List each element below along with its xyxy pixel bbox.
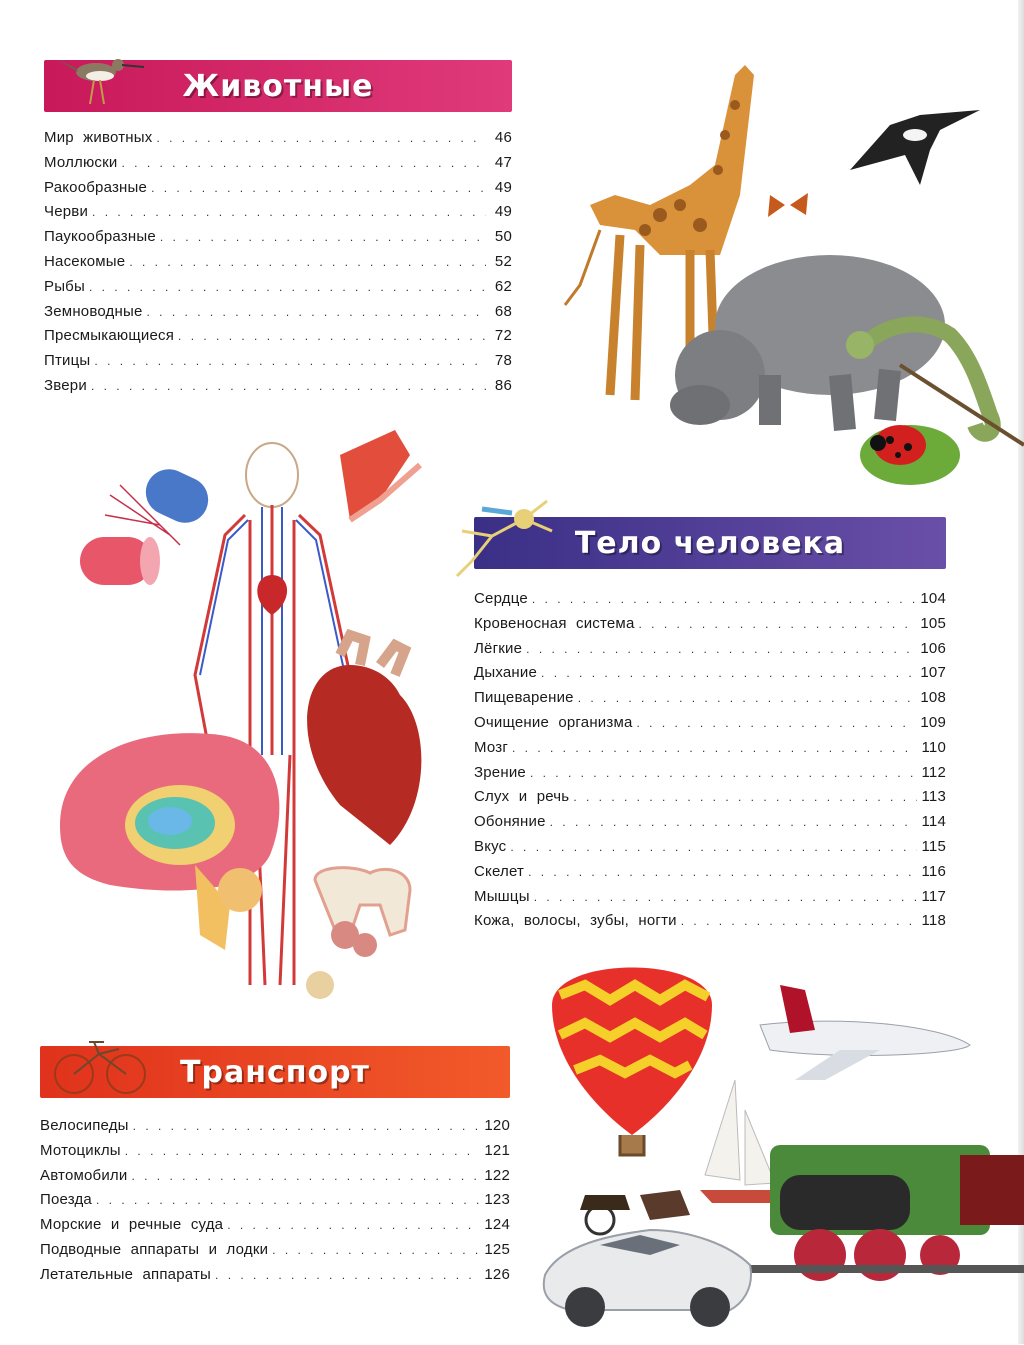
toc-entry-title: Пресмыкающиеся xyxy=(44,327,175,345)
toc-list-animals xyxy=(44,126,512,399)
section-banner-transport xyxy=(40,1046,510,1098)
toc-entry-title: Подводные аппараты и лодки xyxy=(40,1240,269,1258)
dot-leader xyxy=(639,612,917,637)
blood-vessel-icon xyxy=(80,462,216,585)
section-title-animals: Животные xyxy=(182,68,374,104)
toc-entry-title: Обоняние xyxy=(474,813,546,831)
toc-entry-title: Ракообразные xyxy=(44,178,148,196)
toc-entry-title: Скелет xyxy=(474,862,525,880)
toc-entry[interactable] xyxy=(44,151,512,176)
section-transport xyxy=(40,1046,510,1288)
toc-entry[interactable] xyxy=(44,300,512,325)
section-banner-animals xyxy=(44,60,512,112)
toc-entry[interactable] xyxy=(474,835,946,860)
toc-entry-page-number: 114 xyxy=(921,813,946,831)
butterfly-icon xyxy=(768,193,808,217)
toc-entry-page-number: 46 xyxy=(494,129,512,146)
toc-entry[interactable] xyxy=(474,661,946,686)
toc-entry-title: Черви xyxy=(44,203,89,221)
toc-entry-page-number: 50 xyxy=(494,228,512,246)
toc-entry-page-number: 125 xyxy=(484,1240,510,1258)
section-animals xyxy=(44,60,512,399)
toc-entry-page-number: 106 xyxy=(920,639,946,657)
toc-entry-page-number: 107 xyxy=(920,664,946,682)
toc-entry-page-number: 52 xyxy=(494,252,512,270)
dot-leader xyxy=(151,176,486,201)
car-icon xyxy=(544,1230,751,1327)
toc-entry-title: Насекомые xyxy=(44,252,126,270)
toc-entry-title: Моллюски xyxy=(44,153,118,171)
toc-entry[interactable] xyxy=(44,176,512,201)
dot-leader xyxy=(94,349,486,374)
dot-leader xyxy=(129,250,486,275)
toc-entry-page-number: 122 xyxy=(484,1166,510,1184)
toc-entry[interactable] xyxy=(474,736,946,761)
dot-leader xyxy=(215,1263,480,1288)
dot-leader xyxy=(227,1213,480,1238)
toc-entry-title: Очищение организма xyxy=(474,713,633,731)
toc-entry-title: Слух и речь xyxy=(474,788,570,806)
dot-leader xyxy=(147,300,486,325)
toc-entry[interactable] xyxy=(40,1213,510,1238)
toc-entry-page-number: 49 xyxy=(494,178,512,196)
toc-entry-title: Пищеварение xyxy=(474,689,574,707)
dot-leader xyxy=(573,785,917,810)
dot-leader xyxy=(528,860,917,885)
toc-entry-title: Лёгкие xyxy=(474,639,523,657)
toc-entry[interactable] xyxy=(44,324,512,349)
dot-leader xyxy=(550,810,918,835)
toc-entry[interactable] xyxy=(40,1114,510,1139)
toc-entry-title: Зрение xyxy=(474,763,526,781)
toc-entry-title: Земноводные xyxy=(44,302,143,320)
toc-entry[interactable] xyxy=(474,860,946,885)
toc-entry-page-number: 68 xyxy=(494,302,512,320)
toc-entry[interactable] xyxy=(474,909,946,934)
hot-air-balloon-icon xyxy=(552,968,712,1156)
toc-entry[interactable] xyxy=(44,225,512,250)
human-body-illustration xyxy=(50,425,450,1015)
dot-leader xyxy=(637,711,917,736)
dot-leader xyxy=(91,374,486,399)
dot-leader xyxy=(578,686,917,711)
bicycle-icon xyxy=(44,1034,154,1102)
section-title-transport: Транспорт xyxy=(180,1054,370,1090)
neuron-cluster-icon xyxy=(306,921,377,999)
dot-leader xyxy=(532,587,916,612)
dot-leader xyxy=(89,275,486,300)
toc-entry-page-number: 112 xyxy=(921,763,946,781)
toc-entry[interactable] xyxy=(40,1164,510,1189)
dot-leader xyxy=(534,885,918,910)
toc-entry-title: Мышцы xyxy=(474,887,530,905)
toc-entry-title: Птицы xyxy=(44,352,91,370)
toc-entry[interactable] xyxy=(40,1263,510,1288)
dot-leader xyxy=(681,909,918,934)
toc-entry[interactable] xyxy=(44,200,512,225)
dot-leader xyxy=(121,151,486,176)
toc-entry-title: Дыхание xyxy=(474,664,538,682)
toc-entry-page-number: 120 xyxy=(484,1117,510,1134)
section-human-body xyxy=(474,517,946,934)
toc-entry-title: Мир животных xyxy=(44,129,153,146)
dot-leader xyxy=(541,661,916,686)
toc-entry[interactable] xyxy=(474,711,946,736)
tooth-icon xyxy=(315,868,410,935)
toc-entry[interactable] xyxy=(44,349,512,374)
toc-entry[interactable] xyxy=(40,1188,510,1213)
toc-entry-page-number: 110 xyxy=(921,738,946,756)
toc-list-transport xyxy=(40,1114,510,1288)
toc-entry-title: Морские и речные суда xyxy=(40,1216,224,1234)
dot-leader xyxy=(133,1114,481,1139)
airplane-icon xyxy=(760,985,970,1080)
heart-icon xyxy=(307,635,421,845)
toc-entry-title: Автомобили xyxy=(40,1166,128,1184)
toc-entry[interactable] xyxy=(474,587,946,612)
dot-leader xyxy=(512,736,917,761)
toc-entry-page-number: 72 xyxy=(494,327,512,345)
toc-entry-page-number: 108 xyxy=(920,689,946,707)
toc-entry-page-number: 123 xyxy=(484,1191,510,1209)
ladybug-icon xyxy=(860,425,960,485)
toc-entry-page-number: 104 xyxy=(920,590,946,607)
steam-train-icon xyxy=(740,1145,1024,1281)
toc-entry[interactable] xyxy=(44,275,512,300)
bird-icon xyxy=(850,110,980,185)
toc-entry[interactable] xyxy=(474,761,946,786)
dot-leader xyxy=(530,761,918,786)
toc-entry-title: Паукообразные xyxy=(44,228,156,246)
toc-entry-page-number: 113 xyxy=(921,788,946,806)
dot-leader xyxy=(131,1164,480,1189)
toc-entry[interactable] xyxy=(40,1139,510,1164)
toc-entry-page-number: 47 xyxy=(494,153,512,171)
toc-entry-title: Мотоциклы xyxy=(40,1141,121,1159)
dot-leader xyxy=(160,225,486,250)
toc-entry-title: Мозг xyxy=(474,738,508,756)
toc-entry-page-number: 116 xyxy=(921,862,946,880)
dot-leader xyxy=(125,1139,481,1164)
toc-entry-page-number: 49 xyxy=(494,203,512,221)
toc-entry-page-number: 126 xyxy=(484,1265,510,1283)
toc-entry-title: Поезда xyxy=(40,1191,92,1209)
muscle-icon xyxy=(340,430,420,520)
section-title-human-body: Тело человека xyxy=(574,525,846,561)
toc-entry[interactable] xyxy=(474,885,946,910)
transport-illustration xyxy=(540,945,1024,1340)
section-banner-human-body xyxy=(474,517,946,569)
toc-entry-page-number: 115 xyxy=(921,837,946,855)
toc-entry[interactable] xyxy=(44,374,512,399)
toc-entry-title: Сердце xyxy=(474,590,528,607)
dot-leader xyxy=(96,1188,480,1213)
dot-leader xyxy=(92,200,486,225)
toc-entry-page-number: 78 xyxy=(494,352,512,370)
dot-leader xyxy=(510,835,917,860)
toc-entry[interactable] xyxy=(474,810,946,835)
toc-entry[interactable] xyxy=(474,612,946,637)
toc-entry[interactable] xyxy=(44,126,512,151)
toc-entry-page-number: 124 xyxy=(484,1216,510,1234)
sandpiper-bird-icon xyxy=(48,46,148,114)
toc-entry-title: Звери xyxy=(44,376,87,394)
toc-entry-page-number: 62 xyxy=(494,277,512,295)
dot-leader xyxy=(156,126,486,151)
toc-entry[interactable] xyxy=(40,1238,510,1263)
brain-icon xyxy=(60,733,279,950)
toc-entry-title: Велосипеды xyxy=(40,1117,129,1134)
toc-entry-page-number: 109 xyxy=(920,713,946,731)
toc-entry-title: Рыбы xyxy=(44,277,85,295)
animals-illustration xyxy=(540,55,1024,495)
sailboat-icon xyxy=(700,1080,780,1203)
toc-entry-page-number: 121 xyxy=(484,1141,510,1159)
toc-entry-page-number: 86 xyxy=(494,376,512,394)
neuron-icon xyxy=(452,491,562,589)
carriage-icon xyxy=(580,1190,690,1234)
toc-entry-page-number: 118 xyxy=(921,912,946,930)
dot-leader xyxy=(178,324,486,349)
dot-leader xyxy=(272,1238,480,1263)
toc-entry[interactable] xyxy=(474,637,946,662)
toc-list-human-body xyxy=(474,587,946,934)
toc-entry-page-number: 117 xyxy=(921,887,946,905)
dot-leader xyxy=(526,637,916,662)
toc-entry-title: Вкус xyxy=(474,837,507,855)
toc-entry-title: Кровеносная система xyxy=(474,614,635,632)
toc-entry[interactable] xyxy=(44,250,512,275)
toc-entry-title: Летательные аппараты xyxy=(40,1265,212,1283)
toc-entry-page-number: 105 xyxy=(920,614,946,632)
toc-entry-title: Кожа, волосы, зубы, ногти xyxy=(474,912,677,930)
toc-entry[interactable] xyxy=(474,785,946,810)
toc-entry[interactable] xyxy=(474,686,946,711)
